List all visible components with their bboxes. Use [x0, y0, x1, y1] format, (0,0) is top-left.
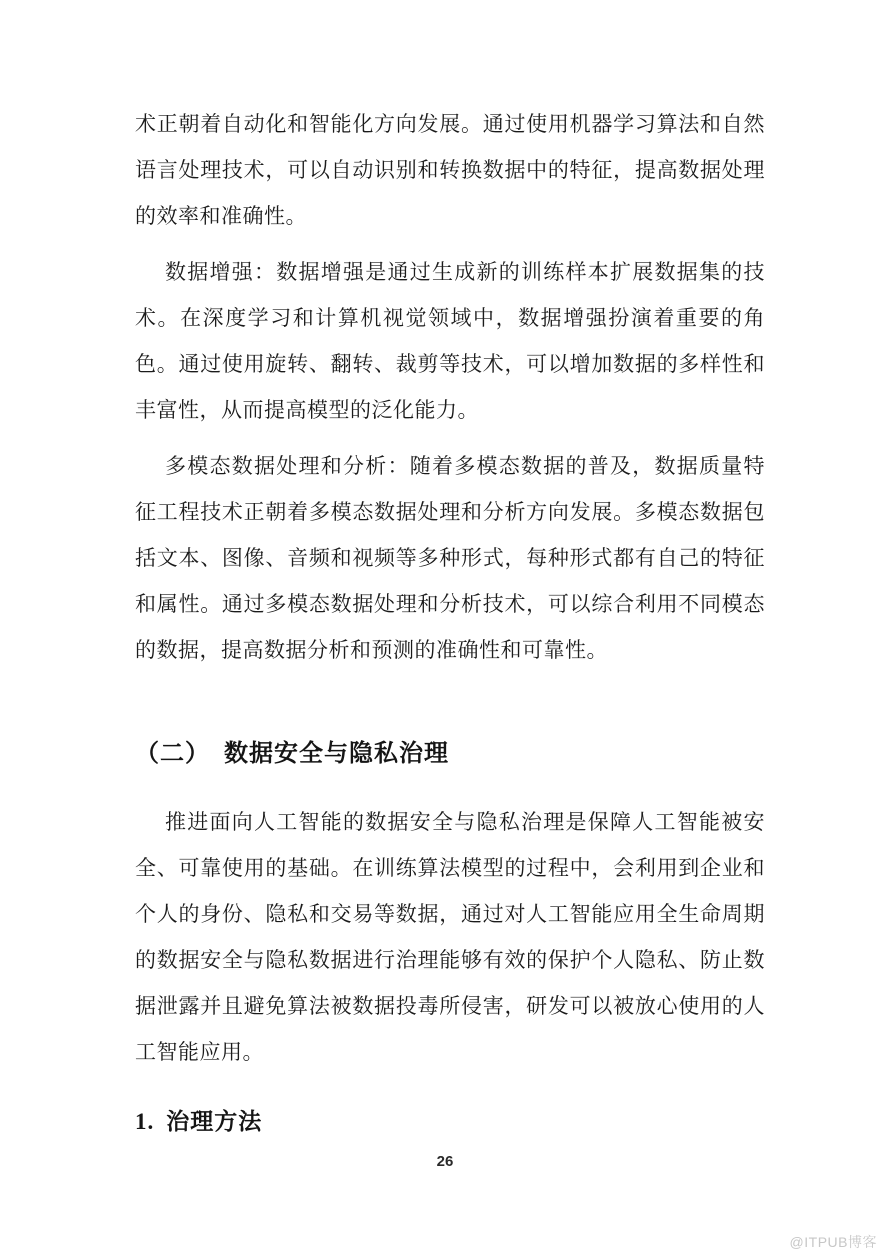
- page-number: 26: [436, 1153, 454, 1170]
- paragraph-multimodal-data: 多模态数据处理和分析：随着多模态数据的普及，数据质量特征工程技术正朝着多模态数据处理和分析方向发展。多模态数据包括文本、图像、音频和视频等多种形式，每种形式都有自己的特征和属性。通过多模态数据处理和分析技术，可以综合利用不同模态的数据，提高数据分析和预测的准确性和可靠性。: [135, 454, 765, 662]
- subsection-heading-number: 1.: [135, 1109, 155, 1134]
- section-heading-number: （二）: [135, 741, 210, 767]
- paragraph-data-augmentation: 数据增强：数据增强是通过生成新的训练样本扩展数据集的技术。在深度学习和计算机视觉领域中，数据增强扮演着重要的角色。通过使用旋转、翻转、裁剪等技术，可以增加数据的多样性和丰富性，从而提高模型的泛化能力。: [135, 260, 765, 422]
- paragraph-security-governance: 推进面向人工智能的数据安全与隐私治理是保障人工智能被安全、可靠使用的基础。在训练算法模型的过程中，会利用到企业和个人的身份、隐私和交易等数据，通过对人工智能应用全生命周期的数据安全与隐私数据进行治理能够有效的保护个人隐私、防止数据泄露并且避免算法被数据投毒所侵害，研发可以被放心使用的人工智能应用。: [135, 810, 765, 1064]
- subsection-heading-title: 治理方法: [166, 1109, 263, 1134]
- section-heading-data-security: [135, 735, 765, 773]
- watermark-text: @ITPUB博客: [789, 1234, 877, 1250]
- paragraph-data-processing-continued: 术正朝着自动化和智能化方向发展。通过使用机器学习算法和自然语言处理技术，可以自动识别和转换数据中的特征，提高数据处理的效率和准确性。: [135, 112, 765, 228]
- subsection-heading-governance-methods: [135, 1105, 765, 1139]
- section-heading-title: 数据安全与隐私治理: [224, 741, 449, 767]
- page-content: [135, 0, 765, 1139]
